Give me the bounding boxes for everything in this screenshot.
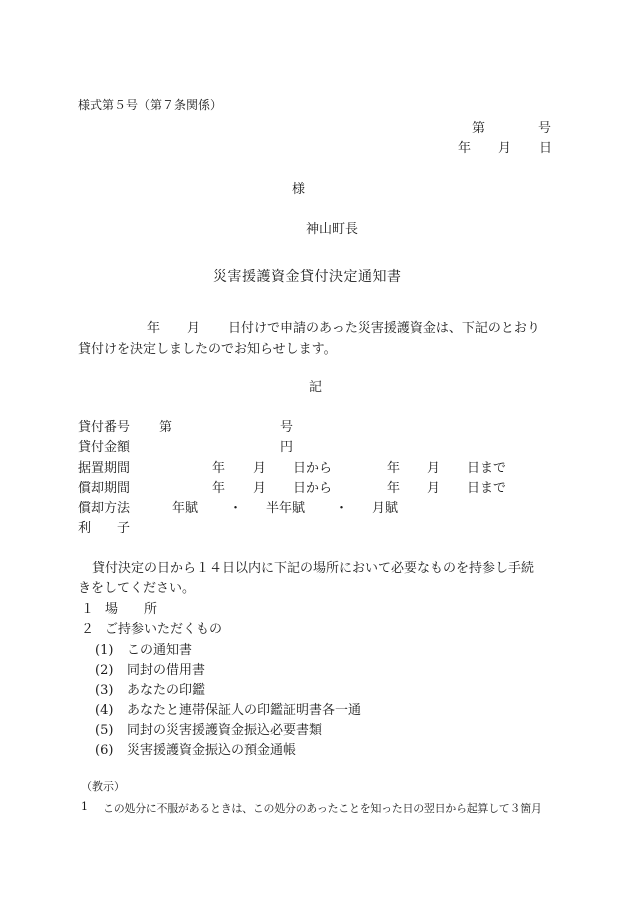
method-semiannual: 半年賦 — [266, 501, 306, 516]
repay-from-year: 年 — [212, 481, 226, 496]
repay-from-month: 月 — [253, 481, 267, 496]
notice-item1-text: この処分に不服があるときは、この処分のあったことを知った日の翌日から起算して３箇月 — [103, 802, 542, 815]
ki-label: 記 — [309, 380, 323, 395]
list-item-text: あなたの印鑑 — [127, 683, 206, 698]
notice-heading: （教示） — [81, 780, 125, 793]
date-year: 年 — [458, 141, 472, 156]
grace-period-label: 据置期間 — [78, 461, 131, 476]
doc-number-suffix: 号 — [538, 121, 552, 136]
intro-year: 年 — [147, 321, 161, 336]
loan-number-label: 貸付番号 — [78, 420, 131, 435]
doc-number-prefix: 第 — [472, 121, 486, 136]
instruction-line1: 貸付決定の日から１４日以内に下記の場所において必要なものを持参し手続 — [92, 561, 535, 576]
addressee-suffix: 様 — [292, 182, 306, 197]
method-dot-1: ・ — [229, 501, 243, 516]
intro-text-line1: 日付けで申請のあった災害援護資金は、下記のとおり — [228, 321, 540, 336]
repay-from-day: 日から — [293, 481, 333, 496]
loan-amount-unit: 円 — [280, 440, 294, 455]
bring-label: ご持参いただくもの — [105, 622, 223, 637]
place-num: １ — [81, 602, 95, 617]
instruction-line2: きをしてください。 — [78, 581, 196, 596]
loan-amount-label: 貸付金額 — [78, 440, 131, 455]
repay-to-year: 年 — [387, 481, 401, 496]
grace-from-day: 日から — [293, 461, 333, 476]
list-item-num: (4) — [95, 703, 114, 718]
list-item-num: (2) — [95, 663, 114, 678]
repayment-period-label: 償却期間 — [78, 481, 131, 496]
list-item-text: この通知書 — [127, 643, 193, 658]
method-dot-2: ・ — [335, 501, 349, 516]
list-item — [95, 679, 205, 698]
list-item-num: (5) — [95, 723, 114, 738]
bring-num: ２ — [81, 622, 95, 637]
list-item — [95, 739, 296, 758]
date-day: 日 — [539, 141, 553, 156]
repay-to-day: 日まで — [467, 481, 507, 496]
list-item-text: 同封の災害援護資金振込必要書類 — [127, 723, 323, 738]
issuer: 神山町長 — [306, 222, 359, 237]
notice-item1-num: 1 — [81, 800, 88, 813]
interest-label: 利 子 — [78, 521, 131, 536]
list-item-num: (3) — [95, 683, 114, 698]
list-item — [95, 659, 205, 678]
repayment-method-label: 償却方法 — [78, 501, 131, 516]
list-item-num: (1) — [95, 643, 114, 658]
grace-to-month: 月 — [427, 461, 441, 476]
page-title: 災害援護資金貸付決定通知書 — [213, 269, 402, 285]
method-annual: 年賦 — [172, 501, 199, 516]
list-item — [95, 639, 192, 658]
list-item-text: あなたと連帯保証人の印鑑証明書各一通 — [127, 703, 362, 718]
place-label: 場 所 — [105, 602, 158, 617]
grace-to-day: 日まで — [467, 461, 507, 476]
loan-number-prefix: 第 — [159, 420, 173, 435]
date-month: 月 — [498, 141, 512, 156]
grace-from-month: 月 — [253, 461, 267, 476]
form-number: 様式第５号（第７条関係） — [78, 98, 223, 112]
grace-to-year: 年 — [387, 461, 401, 476]
intro-text-line2: 貸付けを決定しましたのでお知らせします。 — [78, 342, 337, 357]
loan-number-suffix: 号 — [280, 420, 294, 435]
intro-month: 月 — [187, 321, 201, 336]
list-item-text: 同封の借用書 — [127, 663, 206, 678]
method-monthly: 月賦 — [372, 501, 399, 516]
list-item — [95, 719, 322, 738]
list-item-text: 災害援護資金振込の預金通帳 — [127, 743, 297, 758]
list-item-num: (6) — [95, 743, 114, 758]
grace-from-year: 年 — [212, 461, 226, 476]
list-item — [95, 699, 361, 718]
repay-to-month: 月 — [427, 481, 441, 496]
